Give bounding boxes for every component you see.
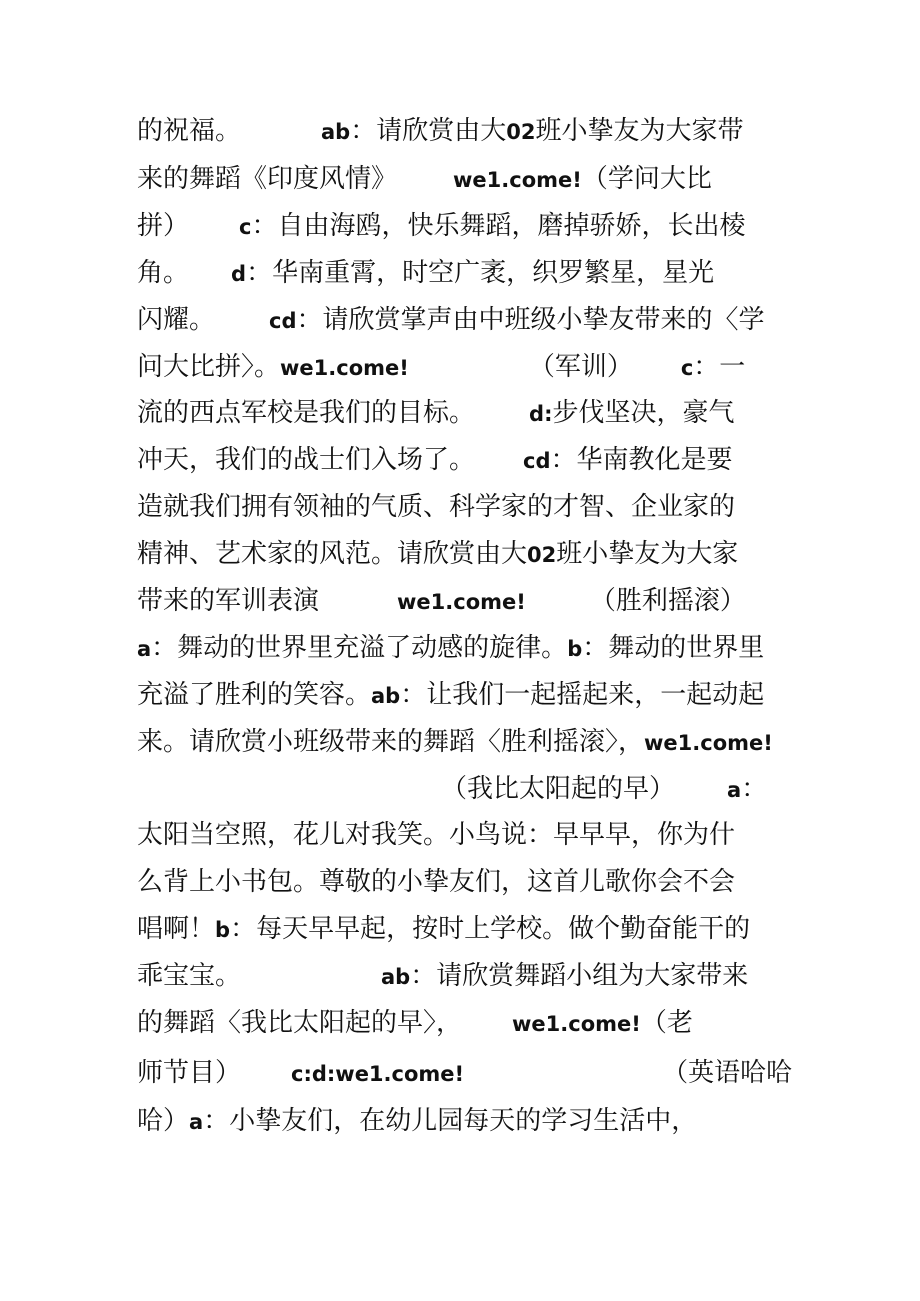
text-segment: 问大比拼〉。 xyxy=(137,352,281,382)
bold-segment: c xyxy=(680,356,694,380)
text-segment: 班小挚友为大家 xyxy=(556,539,739,569)
text-segment: 造就我们拥有领袖的气质、科学家的才智、企业家的 xyxy=(137,492,736,522)
text-segment: ：请欣赏舞蹈小组为大家带来 xyxy=(410,961,749,991)
text-segment: ：请欣赏掌声由中班级小挚友带来的〈学 xyxy=(296,305,765,335)
text-line xyxy=(137,250,714,296)
text-segment: 的祝福。 xyxy=(137,116,242,146)
text-line xyxy=(137,531,738,577)
text-line xyxy=(137,859,735,905)
text-segment: 步伐坚决，豪气 xyxy=(552,398,735,428)
text-segment: ：请欣赏由大 xyxy=(350,116,507,146)
text-segment: 班小挚友为大家带 xyxy=(535,116,744,146)
text-segment: （军训） xyxy=(528,352,633,382)
text-segment: 来。请欣赏小班级带来的舞蹈〈胜利摇滚〉， xyxy=(137,727,645,757)
text-segment: ： xyxy=(741,774,768,804)
text-segment: 带来的军训表演 xyxy=(137,586,320,616)
bold-segment: ab xyxy=(381,965,411,989)
text-line xyxy=(137,297,765,343)
text-segment: 哈） xyxy=(137,1106,190,1136)
text-segment: 乖宝宝。 xyxy=(137,961,242,991)
text-segment: 来的舞蹈《印度风情》 xyxy=(137,164,398,194)
bold-segment: cd xyxy=(269,309,297,333)
text-segment: ：每天早早起，按时上学校。做个勤奋能干的 xyxy=(230,914,751,944)
text-line xyxy=(137,1098,697,1144)
bold-segment: we1.come! xyxy=(512,1012,641,1036)
text-segment: ：华南教化是要 xyxy=(550,445,733,475)
text-line xyxy=(137,953,748,999)
text-segment: 唱啊！ xyxy=(137,914,216,944)
text-line xyxy=(137,812,735,858)
bold-segment: ab xyxy=(371,684,401,708)
text-segment: （我比太阳起的早） xyxy=(441,774,676,804)
text-segment: 精神、艺术家的风范。请欣赏由大 xyxy=(137,539,528,569)
text-segment: 流的西点军校是我们的目标。 xyxy=(137,398,476,428)
bold-segment: cd xyxy=(523,449,551,473)
text-line xyxy=(137,1000,693,1046)
text-segment: 太阳当空照，花儿对我笑。小鸟说：早早早，你为什 xyxy=(137,820,736,850)
text-segment: 么背上小书包。尊敬的小挚友们，这首儿歌你会不会 xyxy=(137,867,736,897)
text-segment: 拼） xyxy=(137,211,190,241)
text-segment: 的舞蹈〈我比太阳起的早〉， xyxy=(137,1008,463,1038)
text-segment: 充溢了胜利的笑容。 xyxy=(137,680,372,710)
bold-segment: b xyxy=(215,918,231,942)
text-line xyxy=(137,625,764,671)
bold-segment: c xyxy=(239,215,252,239)
bold-segment: d xyxy=(231,262,247,286)
text-line xyxy=(137,203,745,249)
text-segment: ：让我们一起摇起来，一起动起 xyxy=(400,680,765,710)
bold-segment: a xyxy=(727,778,742,802)
text-line xyxy=(137,578,746,624)
text-line xyxy=(137,390,734,436)
text-segment: ：自由海鸥，快乐舞蹈，磨掉骄娇，长出棱 xyxy=(251,211,746,241)
text-line xyxy=(137,719,773,765)
bold-segment: 02 xyxy=(527,543,557,567)
text-segment: ：华南重霄，时空广袤，织罗繁星，星光 xyxy=(246,258,715,288)
text-segment: 师节目） xyxy=(137,1058,242,1088)
bold-segment: we1.come! xyxy=(453,168,582,192)
bold-segment: a xyxy=(137,637,152,661)
text-segment: （胜利摇滚） xyxy=(589,586,746,616)
text-segment: ：小挚友们，在幼儿园每天的学习生活中， xyxy=(203,1106,698,1136)
text-segment: （英语哈哈 xyxy=(662,1058,793,1088)
text-segment: ：舞动的世界里 xyxy=(582,633,765,663)
text-segment: 角。 xyxy=(137,258,190,288)
bold-segment: : xyxy=(544,402,553,426)
bold-segment: a xyxy=(189,1110,204,1134)
bold-segment: we1.come! xyxy=(397,590,526,614)
text-segment: 冲天，我们的战士们入场了。 xyxy=(137,445,476,475)
text-line xyxy=(137,108,743,154)
text-segment: （学问大比 xyxy=(581,164,712,194)
text-segment: 闪耀。 xyxy=(137,305,216,335)
bold-segment: we1.come! xyxy=(280,356,409,380)
bold-segment: ab xyxy=(321,120,351,144)
bold-segment: c:d:we1.come! xyxy=(291,1062,465,1086)
text-segment: ：一 xyxy=(693,352,746,382)
text-line xyxy=(137,766,767,812)
text-line xyxy=(137,156,712,202)
text-line xyxy=(137,437,733,483)
text-segment: ：舞动的世界里充溢了动感的旋律。 xyxy=(151,633,568,663)
text-line xyxy=(137,672,764,718)
bold-segment: d xyxy=(529,402,545,426)
text-line xyxy=(137,484,735,530)
bold-segment: b xyxy=(567,637,583,661)
text-line xyxy=(137,906,750,952)
bold-segment: 02 xyxy=(506,120,536,144)
bold-segment: we1.come! xyxy=(644,731,773,755)
text-line xyxy=(137,1050,792,1096)
text-line xyxy=(137,344,745,390)
text-segment: （老 xyxy=(640,1008,693,1038)
